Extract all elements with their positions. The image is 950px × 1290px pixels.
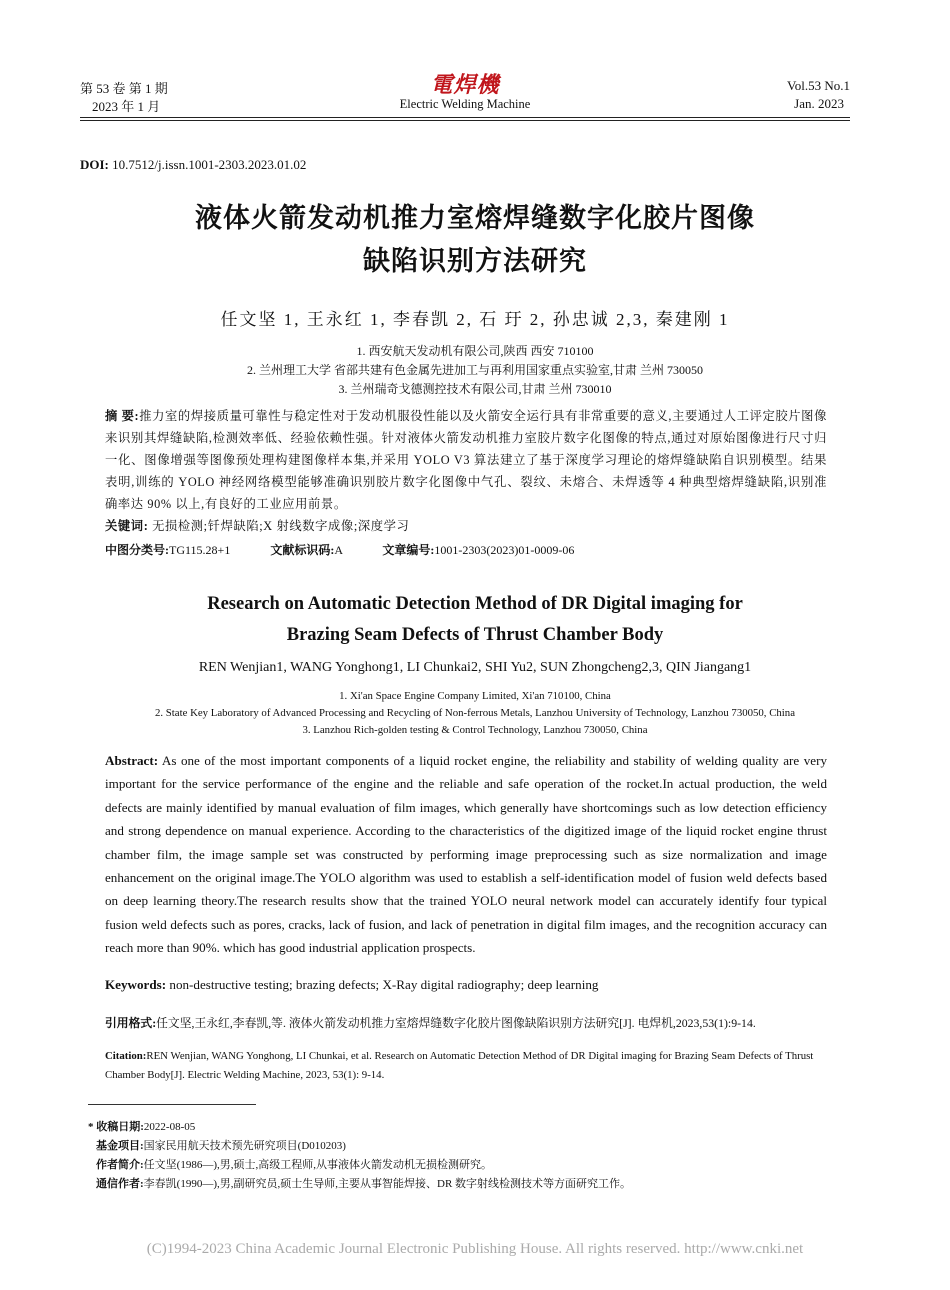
affiliation-en-2: 2. State Key Laboratory of Advanced Processing and Recycling of Non-ferrous Metals, Lanzhou University of Technology, Lanzhou 730050, China: [155, 707, 795, 719]
citation-cn-label: 引用格式:: [105, 1016, 157, 1030]
footnote-author-label: 作者简介:: [96, 1159, 144, 1171]
footnote-received: [88, 1117, 828, 1137]
authors-en: REN Wenjian1, WANG Yonghong1, LI Chunkai2, SHI Yu2, SUN Zhongcheng2,3, QIN Jiangang1: [198, 660, 752, 675]
citation-cn-text: 任文坚,王永红,李春凯,等. 液体火箭发动机推力室熔焊缝数字化胶片图像缺陷识别方法研究[J]. 电焊机,2023,53(1):9-14.: [156, 1016, 756, 1030]
footnote-rule: [88, 1104, 256, 1105]
article-no-value: 1001-2303(2023)01-0009-06: [434, 543, 575, 557]
footnote-author: [96, 1155, 836, 1175]
header-rule: [80, 117, 850, 118]
doc-code-label: 文献标识码:: [270, 543, 335, 557]
cnki-watermark: (C)1994-2023 China Academic Journal Electronic Publishing House. All rights reserved. http://www.cnki.net: [146, 1241, 804, 1257]
title-en-line2: Brazing Seam Defects of Thrust Chamber Body: [286, 625, 664, 645]
footnote-funding-text: 国家民用航天技术预先研究项目(D010203): [143, 1140, 346, 1152]
footnote-funding-label: 基金项目:: [96, 1140, 144, 1152]
title-cn-line1: 液体火箭发动机推力室熔焊缝数字化胶片图像: [195, 203, 755, 234]
citation-cn: [105, 1013, 827, 1033]
doc-code-value: A: [334, 543, 343, 557]
keywords-en-line: [105, 977, 598, 993]
footnote-corresponding-text: 李春凯(1990—),男,副研究员,硕士生导师,主要从事智能焊接、DR 数字射线检测技术等方面研究工作。: [143, 1178, 632, 1190]
footnote-received-label: * 收稿日期:: [88, 1121, 144, 1133]
abstract-en-label: Abstract:: [105, 753, 159, 768]
running-header: [80, 72, 850, 114]
classification-line: [105, 541, 574, 558]
citation-en-label: Citation:: [105, 1050, 147, 1062]
footnote-author-text: 任文坚(1986—),男,硕士,高级工程师,从事液体火箭发动机无损检测研究。: [143, 1159, 492, 1171]
date-en: Jan. 2023: [794, 96, 844, 111]
keywords-cn: 无损检测;钎焊缺陷;X 射线数字成像;深度学习: [152, 519, 410, 533]
citation-en-text: REN Wenjian, WANG Yonghong, LI Chunkai, et al. Research on Automatic Detection Method of DR Digital imaging for Brazing Seam Defects of Thrust Chamber Body[J]. Electric Welding Machine, 2023, 53(1): 9-14.: [105, 1050, 814, 1081]
abstract-cn: [105, 405, 827, 537]
date-cn: 2023 年 1 月: [92, 99, 161, 114]
doi-label: DOI:: [80, 157, 109, 172]
journal-name-en: Electric Welding Machine: [399, 97, 531, 111]
authors-cn: 任文坚 1, 王永红 1, 李春凯 2, 石 玗 2, 孙忠诚 2,3, 秦建刚 1: [220, 310, 730, 329]
volume-en: Vol.53 No.1: [787, 78, 850, 93]
affiliation-en-1: 1. Xi'an Space Engine Company Limited, Xi'an 710100, China: [339, 690, 611, 702]
abstract-cn-label: 摘 要:: [105, 409, 140, 423]
affiliation-en-3: 3. Lanzhou Rich-golden testing & Control Technology, Lanzhou 730050, China: [302, 724, 648, 736]
title-en-line1: Research on Automatic Detection Method of DR Digital imaging for: [207, 594, 743, 614]
clc-label: 中图分类号:: [105, 543, 169, 557]
abstract-en-text: As one of the most important components of a liquid rocket engine, the reliability and stability of welding quality are very important for the service performance of the engine and the reliable and safe operation of the rocket.In actual production, the weld defects are mainly identified by manual evaluation of film images, which generally have shortcomings such as low detection efficiency and strong dependence on manual experience. According to the characteristics of the digitized image of the liquid rocket engine thrust chamber film, the image sample set was constructed by performing image preprocessing such as size normalization and image enhancement on the original image.The YOLO algorithm was used to establish a self-identification model of fusion weld defects based on deep learning theory.The research results show that the trained YOLO neural network model can accurately identify four typical fusion weld defects such as pores, cracks, lack of fusion, and lack of penetration in digital film images, and the recognition accuracy can reach more than 90%. which has good industrial application prospects.: [105, 753, 827, 956]
doi: [80, 157, 306, 173]
footnote-funding: [96, 1136, 836, 1156]
footnote-corresponding: [96, 1174, 836, 1194]
abstract-cn-text: 推力室的焊接质量可靠性与稳定性对于发动机服役性能以及火箭安全运行具有非常重要的意义,主要通过人工评定胶片图像来识别其焊缝缺陷,检测效率低、经验依赖性强。针对液体火箭发动机推力室胶片数字化图像的特点,通过对原始图像进行尺寸归一化、图像增强等图像预处理构建图像样本集,并采用 YOLO V3 算法建立了基于深度学习理论的熔焊缝缺陷自识别模型。结果表明,训练的 YOLO 神经网络模型能够准确识别胶片数字化图像中气孔、裂纹、未熔合、未焊透等 4 种典型熔焊缝缺陷,识别准确率达 90% 以上,有良好的工业应用前景。: [105, 409, 827, 511]
article-no-label: 文章编号:: [382, 543, 435, 557]
journal-logo: 電焊機: [430, 72, 500, 98]
affiliation-cn-3: 3. 兰州瑞奇戈德测控技术有限公司,甘肃 兰州 730010: [338, 382, 612, 396]
keywords-en-label: Keywords:: [105, 977, 167, 992]
footnote-received-text: 2022-08-05: [143, 1121, 196, 1133]
doi-value[interactable]: 10.7512/j.issn.1001-2303.2023.01.02: [112, 157, 307, 172]
title-cn-line2: 缺陷识别方法研究: [363, 246, 587, 277]
clc-value: TG115.28+1: [169, 543, 231, 557]
volume-cn: 第 53 卷 第 1 期: [80, 81, 168, 96]
affiliation-cn-2: 2. 兰州理工大学 省部共建有色金属先进加工与再利用国家重点实验室,甘肃 兰州 730050: [246, 363, 703, 377]
keywords-en: non-destructive testing; brazing defects; X-Ray digital radiography; deep learning: [169, 977, 599, 992]
citation-en: [105, 1047, 827, 1085]
affiliation-cn-1: 1. 西安航天发动机有限公司,陕西 西安 710100: [356, 344, 594, 358]
keywords-cn-label: 关键词:: [105, 519, 149, 533]
abstract-en: [105, 749, 827, 960]
footnote-corresponding-label: 通信作者:: [96, 1178, 144, 1190]
header-rule-thin: [80, 120, 850, 121]
